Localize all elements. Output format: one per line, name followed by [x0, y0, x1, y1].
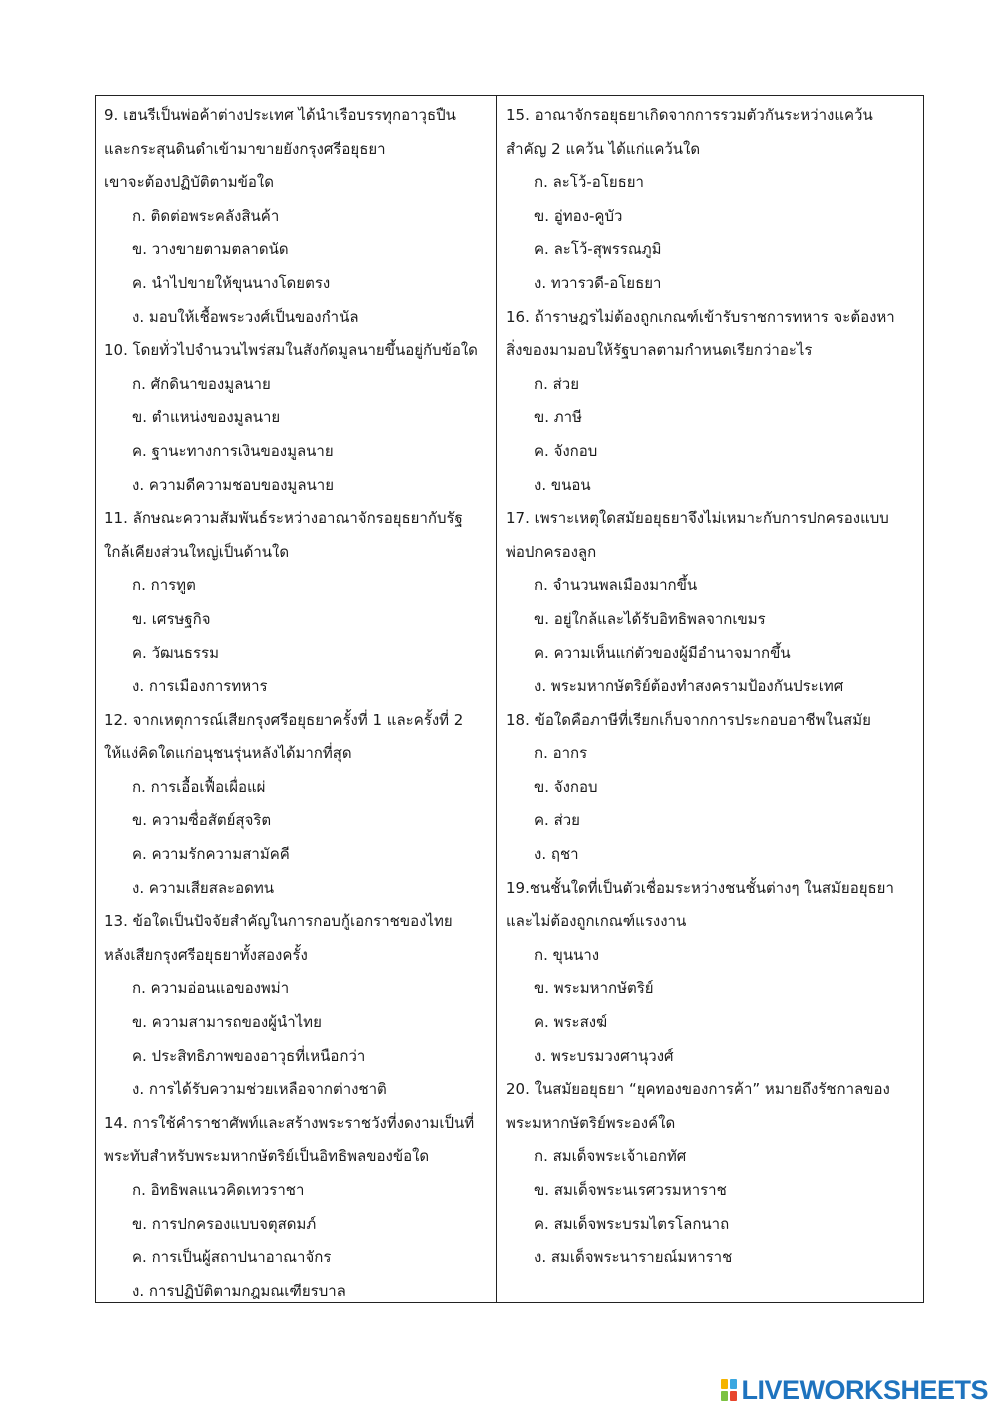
- logo-text: LIVEWORKSHEETS: [741, 1374, 988, 1405]
- answer-option: ง. พระบรมวงศานุวงศ์: [534, 1046, 674, 1065]
- answer-option: ค. ความเห็นแก่ตัวของผู้มีอำนาจมากขึ้น: [534, 643, 791, 662]
- question-text: 19.ชนชั้นใดที่เป็นตัวเชื่อมระหว่างชนชั้นต่างๆ ในสมัยอยุธยา: [506, 878, 894, 897]
- question-text: 18. ข้อใดคือภาษีที่เรียกเก็บจากการประกอบอาชีพในสมัย: [506, 710, 871, 729]
- answer-option: ข. ภาษี: [534, 408, 582, 427]
- answer-option: ข. อู่ทอง-คูบัว: [534, 206, 623, 225]
- liveworksheets-logo: [721, 1372, 988, 1408]
- answer-option: ข. ความสามารถของผู้นำไทย: [132, 1013, 322, 1032]
- answer-option: ค. จังกอบ: [534, 441, 598, 460]
- question-text: เขาจะต้องปฏิบัติตามข้อใด: [104, 173, 274, 192]
- answer-option: ข. วางขายตามตลาดนัด: [132, 240, 289, 259]
- answer-option: ง. ขนอน: [534, 475, 591, 494]
- answer-option: ข. ตำแหน่งของมูลนาย: [132, 408, 281, 427]
- answer-option: ข. พระมหากษัตริย์: [534, 979, 654, 998]
- right-column: [497, 96, 923, 1302]
- answer-option: ค. ประสิทธิภาพของอาวุธที่เหนือกว่า: [132, 1046, 366, 1065]
- logo-mark-icon: [721, 1379, 737, 1401]
- answer-option: ง. สมเด็จพระนารายณ์มหาราช: [534, 1248, 733, 1267]
- question-text: พระมหากษัตริย์พระองค์ใด: [506, 1113, 676, 1132]
- answer-option: ค. วัฒนธรรม: [132, 643, 219, 662]
- answer-option: ก. จำนวนพลเมืองมากขึ้น: [534, 576, 698, 595]
- question-text: 16. ถ้าราษฎรไม่ต้องถูกเกณฑ์เข้ารับราชการทหาร จะต้องหา: [506, 307, 895, 326]
- answer-option: ก. ส่วย: [534, 374, 579, 393]
- answer-option: ก. การเอื้อเฟื้อเผื่อแผ่: [132, 777, 266, 796]
- answer-option: ก. อากร: [534, 744, 588, 763]
- question-text: 20. ในสมัยอยุธยา “ยุคทองของการค้า” หมายถึงรัชกาลของ: [506, 1080, 890, 1099]
- question-text: 9. เฮนรีเป็นพ่อค้าต่างประเทศ ได้นำเรือบรรทุกอาวุธปืน: [104, 106, 456, 124]
- answer-option: ง. การปฏิบัติตามกฎมณเฑียรบาล: [132, 1281, 346, 1300]
- answer-option: ก. อิทธิพลแนวคิดเทวราชา: [132, 1181, 305, 1199]
- answer-option: ง. ฤชา: [534, 845, 579, 864]
- question-text: ให้แง่คิดใดแก่อนุชนรุ่นหลังได้มากที่สุด: [104, 744, 352, 763]
- answer-option: ค. ส่วย: [534, 811, 580, 830]
- answer-option: ก. การทูต: [132, 576, 196, 595]
- question-text: 17. เพราะเหตุใดสมัยอยุธยาจึงไม่เหมาะกับการปกครองแบบ: [506, 509, 889, 528]
- question-text: และกระสุนดินดำเข้ามาขายยังกรุงศรีอยุธยา: [104, 139, 386, 158]
- answer-option: ง. ความดีความชอบของมูลนาย: [132, 475, 334, 494]
- worksheet-table: [95, 95, 924, 1303]
- question-text: 10. โดยทั่วไปจำนวนไพร่สมในสังกัดมูลนายขึ้นอยู่กับข้อใด: [104, 341, 478, 360]
- answer-option: ค. ละโว้-สุพรรณภูมิ: [534, 240, 662, 259]
- answer-option: ค. ฐานะทางการเงินของมูลนาย: [132, 441, 334, 460]
- answer-option: ก. ศักดินาของมูลนาย: [132, 374, 271, 393]
- answer-option: ค. พระสงฆ์: [534, 1013, 608, 1032]
- answer-option: ข. ความซื่อสัตย์สุจริต: [132, 811, 272, 830]
- answer-option: ค. ความรักความสามัคคี: [132, 845, 290, 864]
- answer-option: ก. ติดต่อพระคลังสินค้า: [132, 206, 280, 225]
- question-text: พ่อปกครองลูก: [506, 542, 597, 561]
- question-text: ใกล้เคียงส่วนใหญ่เป็นด้านใด: [104, 542, 290, 561]
- answer-option: ง. ความเสียสละอดทน: [132, 878, 274, 897]
- left-column: [96, 96, 497, 1302]
- answer-option: ข. จังกอบ: [534, 777, 598, 796]
- answer-option: ค. การเป็นผู้สถาปนาอาณาจักร: [132, 1248, 332, 1267]
- answer-option: ง. การเมืองการทหาร: [132, 677, 268, 696]
- answer-option: ก. สมเด็จพระเจ้าเอกทัศ: [534, 1147, 687, 1166]
- question-text: หลังเสียกรุงศรีอยุธยาทั้งสองครั้ง: [104, 945, 308, 964]
- question-text: 15. อาณาจักรอยุธยาเกิดจากการรวมตัวกันระหว่างแคว้น: [506, 106, 873, 124]
- answer-option: ง. พระมหากษัตริย์ต้องทำสงครามป้องกันประเทศ: [534, 677, 844, 696]
- answer-option: ข. เศรษฐกิจ: [132, 609, 211, 628]
- answer-option: ค. สมเด็จพระบรมไตรโลกนาถ: [534, 1214, 730, 1233]
- answer-option: ก. ความอ่อนแอของพม่า: [132, 979, 290, 998]
- answer-option: ข. สมเด็จพระนเรศวรมหาราช: [534, 1181, 727, 1199]
- question-text: สำคัญ 2 แคว้น ได้แก่แคว้นใด: [506, 139, 701, 158]
- answer-option: ก. ละโว้-อโยธยา: [534, 173, 644, 192]
- answer-option: ข. อยู่ใกล้และได้รับอิทธิพลจากเขมร: [534, 609, 766, 628]
- question-text: 14. การใช้คำราชาศัพท์และสร้างพระราชวังที่งดงามเป็นที่: [104, 1113, 475, 1132]
- question-text: 11. ลักษณะความสัมพันธ์ระหว่างอาณาจักรอยุธยากับรัฐ: [104, 509, 463, 528]
- question-text: สิ่งของมามอบให้รัฐบาลตามกำหนดเรียกว่าอะไร: [506, 341, 813, 360]
- question-text: พระทับสำหรับพระมหากษัตริย์เป็นอิทธิพลของข้อใด: [104, 1147, 430, 1166]
- answer-option: ง. ทวารวดี-อโยธยา: [534, 273, 662, 292]
- answer-option: ค. นำไปขายให้ขุนนางโดยตรง: [132, 273, 331, 292]
- answer-option: ก. ขุนนาง: [534, 945, 600, 964]
- question-text: 13. ข้อใดเป็นปัจจัยสำคัญในการกอบกู้เอกราชของไทย: [104, 912, 453, 931]
- question-text: และไม่ต้องถูกเกณฑ์แรงงาน: [506, 912, 687, 931]
- answer-option: ง. มอบให้เชื้อพระวงศ์เป็นของกำนัล: [132, 307, 359, 326]
- answer-option: ข. การปกครองแบบจตุสดมภ์: [132, 1214, 317, 1233]
- question-text: 12. จากเหตุการณ์เสียกรุงศรีอยุธยาครั้งที่ 1 และครั้งที่ 2: [104, 710, 464, 729]
- answer-option: ง. การได้รับความช่วยเหลือจากต่างชาติ: [132, 1080, 387, 1099]
